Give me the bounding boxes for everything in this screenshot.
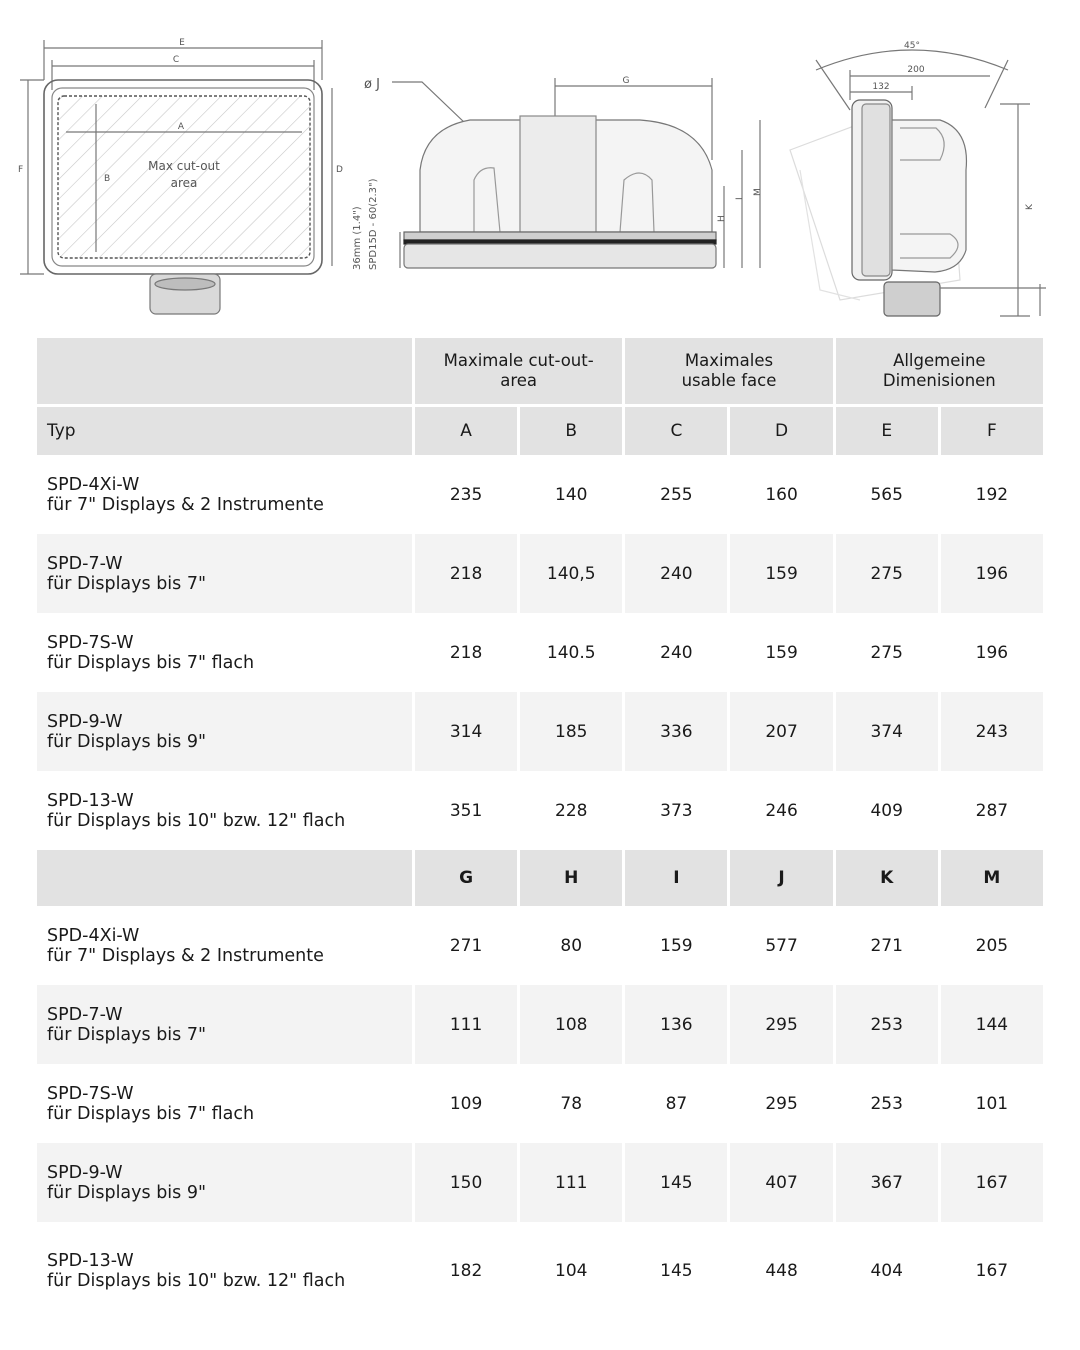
label-H: H [717,215,727,222]
technical-drawings [0,0,1080,330]
column-header-K: K [836,850,938,906]
type-cell [37,613,412,692]
type-cell [37,906,412,985]
product-name: SPD-4Xi-W [47,474,140,495]
value-cell: 159 [765,642,798,663]
column-header-row-1 [37,407,1043,455]
column-header-row-2 [37,850,1043,906]
value-cell: 78 [560,1093,583,1114]
value-cell: 140.5 [546,642,596,663]
value-cell: 240 [625,534,727,613]
value-cell: 577 [765,935,798,956]
table-body-1 [37,455,1043,850]
product-name: SPD-13-W [47,790,134,811]
group-header-usable-face-text: Maximales usable face [681,351,777,390]
product-description: für 7" Displays & 2 Instrumente [47,494,324,515]
value-cell: 271 [449,935,483,956]
column-header-J: J [730,850,832,906]
value-cell: 240 [660,642,693,663]
value-cell: 196 [941,534,1043,613]
value-cell: 336 [625,692,727,771]
value-cell: 448 [765,1261,798,1281]
value-cell: 182 [449,1261,483,1281]
group-header-usable-face [625,338,832,404]
drawing-svg [0,0,1080,330]
value-cell: 351 [449,800,483,821]
label-G: G [622,76,630,86]
group-header-cutout-text: Maximale cut-out- area [443,351,594,390]
value-cell: 144 [941,985,1043,1064]
value-cell: 253 [870,1093,903,1114]
value-cell: 80 [560,935,583,956]
value-cell: 87 [665,1093,688,1114]
value-cell: 246 [765,800,798,821]
column-header-C: C [625,407,727,455]
column-header-H: H [520,850,622,906]
value-cell: 374 [836,692,938,771]
product-name: SPD-9-W [47,711,123,732]
column-header-M: M [941,850,1043,906]
side-view [392,78,760,268]
product-description: für Displays bis 7" flach [47,1103,255,1124]
type-cell [37,534,412,613]
value-cell: 101 [975,1093,1009,1114]
value-cell: 167 [941,1143,1043,1222]
label-F: F [18,165,24,175]
type-cell [37,1064,412,1143]
value-cell: 295 [765,1093,798,1114]
value-cell: 159 [730,534,832,613]
product-description: für Displays bis 7" flach [47,652,255,673]
product-description: für Displays bis 9" [47,731,207,752]
column-header-blank [37,850,412,906]
dimensions-table [34,338,1046,1320]
table-row [37,1222,1043,1320]
table-row [37,985,1043,1064]
group-header-blank [37,338,412,404]
value-cell: 145 [660,1261,693,1281]
value-cell: 235 [449,484,483,505]
value-cell: 205 [975,935,1009,956]
value-cell: 111 [520,1143,622,1222]
value-cell: 104 [555,1261,588,1281]
value-cell: 150 [415,1143,517,1222]
column-header-A: A [415,407,517,455]
type-header: Typ [37,407,412,455]
column-header-E: E [836,407,938,455]
product-name: SPD-7S-W [47,1083,134,1104]
cutout-label-line1: Max cut-out [148,159,220,173]
value-cell: 253 [836,985,938,1064]
product-description: für Displays bis 9" [47,1182,207,1203]
value-cell: 145 [625,1143,727,1222]
product-name: SPD-4Xi-W [47,925,140,946]
column-header-D: D [730,407,832,455]
label-K: K [1025,204,1035,210]
value-cell: 243 [941,692,1043,771]
value-cell: 218 [415,534,517,613]
product-description: für 7" Displays & 2 Instrumente [47,945,324,966]
label-C: C [172,55,180,65]
value-cell: 109 [449,1093,483,1114]
value-cell: 136 [625,985,727,1064]
type-cell [37,455,412,534]
table-row [37,771,1043,850]
label-J: ø J [364,77,380,92]
type-cell [37,771,412,850]
type-cell [37,1222,412,1320]
value-cell: 160 [765,484,798,505]
group-header-row [37,338,1043,404]
label-D: D [336,165,343,175]
value-cell: 407 [730,1143,832,1222]
value-cell: 271 [870,935,903,956]
value-cell: 111 [415,985,517,1064]
column-header-I: I [625,850,727,906]
table-row [37,1064,1043,1143]
value-cell: 218 [449,642,483,663]
value-cell: 192 [975,484,1009,505]
table-body-2 [37,906,1043,1320]
height-note-2: SPD15D - 60(2.3") [368,178,379,270]
label-angle: 45° [904,41,920,51]
label-E: E [179,38,185,48]
type-cell [37,1143,412,1222]
product-name: SPD-7S-W [47,632,134,653]
cutout-label-line2: area [170,176,198,190]
value-cell: 275 [836,534,938,613]
group-header-cutout [415,338,622,404]
value-cell: 295 [730,985,832,1064]
tilt-view [790,50,1046,316]
height-note-1: 36mm (1.4") [352,206,363,270]
table-row [37,534,1043,613]
column-header-B: B [520,407,622,455]
value-cell: 287 [975,800,1009,821]
value-cell: 207 [730,692,832,771]
value-cell: 140,5 [520,534,622,613]
product-name: SPD-13-W [47,1251,134,1271]
value-cell: 314 [415,692,517,771]
table-row [37,692,1043,771]
product-name: SPD-9-W [47,1162,123,1183]
label-A: A [177,122,185,132]
table-row [37,613,1043,692]
table-row [37,906,1043,985]
product-name: SPD-7-W [47,553,123,574]
label-B: B [104,174,111,184]
type-cell [37,985,412,1064]
label-200: 200 [907,65,925,75]
value-cell: 367 [836,1143,938,1222]
product-description: für Displays bis 7" [47,1024,207,1045]
label-132: 132 [872,82,890,92]
value-cell: 373 [660,800,693,821]
type-cell [37,692,412,771]
product-description: für Displays bis 10" bzw. 12" flach [47,1271,346,1291]
value-cell: 159 [660,935,693,956]
group-header-general [836,338,1043,404]
value-cell: 196 [975,642,1009,663]
value-cell: 108 [520,985,622,1064]
value-cell: 275 [870,642,903,663]
table-row [37,455,1043,534]
value-cell: 255 [660,484,693,505]
value-cell: 409 [870,800,903,821]
group-header-general-text: Allgemeine Dimenisionen [882,351,996,390]
value-cell: 228 [555,800,588,821]
value-cell: 565 [870,484,903,505]
label-I: I [735,197,745,200]
column-header-G: G [415,850,517,906]
product-name: SPD-7-W [47,1004,123,1025]
value-cell: 185 [520,692,622,771]
product-description: für Displays bis 7" [47,573,207,594]
column-header-F: F [941,407,1043,455]
value-cell: 167 [975,1261,1009,1281]
product-description: für Displays bis 10" bzw. 12" flach [47,810,346,831]
table-row [37,1143,1043,1222]
value-cell: 140 [555,484,588,505]
label-M: M [753,188,763,196]
value-cell: 404 [870,1261,903,1281]
